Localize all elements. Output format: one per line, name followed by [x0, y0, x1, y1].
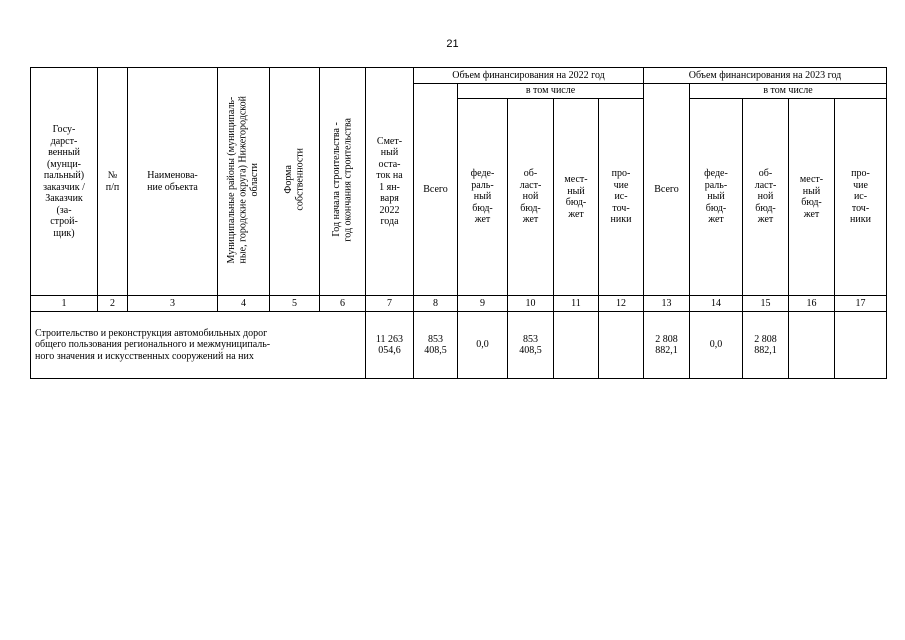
column-number: 4 [218, 296, 270, 312]
header-federal-2023: феде- раль- ный бюд- жет [690, 99, 743, 296]
federal-2022-cell: 0,0 [458, 312, 508, 379]
financing-table [30, 67, 887, 379]
federal-2023-cell: 0,0 [690, 312, 743, 379]
header-districts [218, 68, 270, 296]
header-fin-2022: Объем финансирования на 2022 год [414, 68, 644, 84]
column-number-row [31, 296, 887, 312]
regional-2022-cell: 853 408,5 [508, 312, 554, 379]
column-number: 17 [835, 296, 887, 312]
header-years-text: Год начала строительства - год окончания строительства [331, 117, 354, 242]
column-number: 14 [690, 296, 743, 312]
column-number: 5 [270, 296, 320, 312]
header-regional-2023: об- ласт- ной бюд- жет [743, 99, 789, 296]
column-number: 6 [320, 296, 366, 312]
header-districts-text: Муниципальные районы (муниципаль- ные, городские округа) Нижегородской области [226, 96, 261, 264]
column-number: 2 [98, 296, 128, 312]
column-number: 11 [554, 296, 599, 312]
header-years [320, 68, 366, 296]
header-object-name: Наименова- ние объекта [128, 68, 218, 296]
column-number: 3 [128, 296, 218, 312]
header-ownership [270, 68, 320, 296]
column-number: 16 [789, 296, 835, 312]
header-ownership-text: Форма собственности [283, 148, 306, 212]
other-2023-cell [835, 312, 887, 379]
column-number: 8 [414, 296, 458, 312]
column-number: 12 [599, 296, 644, 312]
header-other-2023: про- чие ис- точ- ники [835, 99, 887, 296]
header-local-2022: мест- ный бюд- жет [554, 99, 599, 296]
header-total-2023: Всего [644, 84, 690, 296]
header-total-2022: Всего [414, 84, 458, 296]
column-number: 7 [366, 296, 414, 312]
header-federal-2022: феде- раль- ный бюд- жет [458, 99, 508, 296]
table-row [31, 312, 887, 379]
column-number: 15 [743, 296, 789, 312]
header-regional-2022: об- ласт- ной бюд- жет [508, 99, 554, 296]
object-description: Строительство и реконструкция автомобильных дорог общего пользования регионального и межмуниципаль- ного значения и искусственных сооружений на них [31, 312, 366, 379]
other-2022-cell [599, 312, 644, 379]
header-no: № п/п [98, 68, 128, 296]
total-2023-cell: 2 808 882,1 [644, 312, 690, 379]
header-customer: Госу- дарст- венный (мунци- пальный) заказчик / Заказчик (за- строй- щик) [31, 68, 98, 296]
header-including-2023: в том числе [690, 84, 887, 99]
total-2022-cell: 853 408,5 [414, 312, 458, 379]
column-number: 9 [458, 296, 508, 312]
column-number: 1 [31, 296, 98, 312]
local-2022-cell [554, 312, 599, 379]
header-including-2022: в том числе [458, 84, 644, 99]
header-other-2022: про- чие ис- точ- ники [599, 99, 644, 296]
header-fin-2023: Объем финансирования на 2023 год [644, 68, 887, 84]
page-number: 21 [446, 38, 459, 50]
header-local-2023: мест- ный бюд- жет [789, 99, 835, 296]
balance-cell: 11 263 054,6 [366, 312, 414, 379]
header-balance: Смет- ный оста- ток на 1 ян- варя 2022 года [366, 68, 414, 296]
local-2023-cell [789, 312, 835, 379]
column-number: 13 [644, 296, 690, 312]
regional-2023-cell: 2 808 882,1 [743, 312, 789, 379]
column-number: 10 [508, 296, 554, 312]
